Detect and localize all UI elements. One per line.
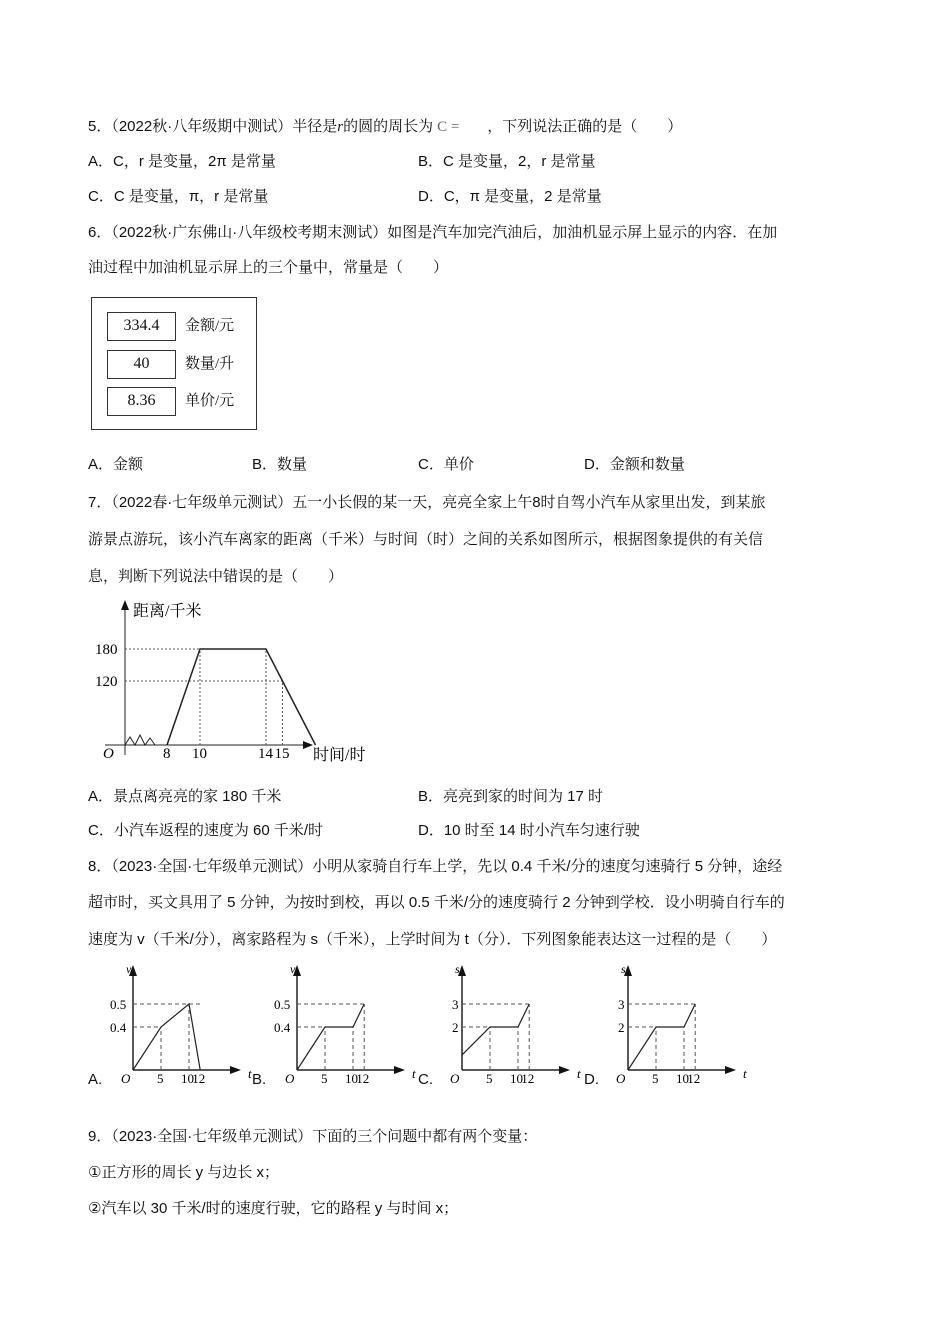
q5-option-a: A．C，r 是变量，2π 是常量 <box>88 153 276 170</box>
q8-line3: 速度为 v（千米/分），离家路程为 s（千米），上学时间为 t（分）．下列图象能表达这一过程的是（ ） <box>88 931 777 948</box>
x-axis-arrow <box>230 1066 241 1074</box>
q9-line2: ①正方形的周长 y 与边长 x； <box>88 1164 279 1181</box>
x-axis-arrow <box>559 1066 570 1074</box>
q6-option-d: D．金额和数量 <box>584 456 685 473</box>
y-tick-label: 3 <box>618 997 625 1012</box>
y-axis-title: v <box>126 962 132 976</box>
x-axis-arrow <box>394 1066 405 1074</box>
x-tick-label: 12 <box>192 1071 206 1086</box>
graph-line <box>462 1004 529 1055</box>
x-tick-label: 5 <box>652 1071 659 1086</box>
quantity-label: 数量/升 <box>185 356 235 372</box>
price-label: 单价/元 <box>185 393 235 409</box>
y-axis-title: v <box>290 962 296 976</box>
y-tick-label: 0.4 <box>110 1020 127 1035</box>
origin-label: O <box>103 746 114 762</box>
q7-option-b: B．亮亮到家的时间为 17 时 <box>418 788 604 805</box>
q8-option-b-label: B. <box>252 1071 267 1088</box>
y-tick-label: 180 <box>95 642 118 659</box>
x-tick-label: 10 <box>181 1071 194 1086</box>
x-axis-title: 时间/时 <box>313 747 366 764</box>
x-tick-label: 10 <box>510 1071 523 1086</box>
q7-option-c: C．小汽车返程的速度为 60 千米/时 <box>88 822 324 839</box>
q5-option-d: D．C，π 是变量，2 是常量 <box>418 188 602 205</box>
y-tick-label: 120 <box>95 674 118 691</box>
x-axis-title: t <box>577 1066 581 1081</box>
x-tick-label: 5 <box>321 1071 328 1086</box>
q7-line3: 息，判断下列说法中错误的是（ ） <box>88 568 344 585</box>
price-value: 8.36 <box>107 387 176 416</box>
x-tick-label: 14 <box>258 746 273 762</box>
y-axis-arrow <box>121 600 129 610</box>
x-tick-label: 12 <box>521 1071 535 1086</box>
x-tick-label: 10 <box>345 1071 358 1086</box>
q6-option-b: B．数量 <box>252 456 308 473</box>
x-tick-label: 5 <box>486 1071 493 1086</box>
q8-line1: 8．（2023·全国·七年级单元测试）小明从家骑自行车上学，先以 0.4 千米/分的速度匀速骑行 5 分钟，途经 <box>88 858 783 875</box>
x-axis-arrow <box>303 741 313 749</box>
q7-line1: 7．（2022春·七年级单元测试）五一小长假的某一天，亮亮全家上午8时自驾小汽车从家里出发，到某旅 <box>88 494 766 511</box>
y-tick-label: 0.5 <box>110 997 127 1012</box>
x-tick-label: 10 <box>676 1071 689 1086</box>
amount-value: 334.4 <box>107 312 176 341</box>
q5-option-b: B．C 是变量，2，r 是常量 <box>418 153 596 170</box>
y-tick-label: 3 <box>452 997 459 1012</box>
q9-line1: 9．（2023·全国·七年级单元测试）下面的三个问题中都有两个变量： <box>88 1128 538 1145</box>
q5-text: 的圆的周长为 <box>343 118 434 135</box>
q8-line2: 超市时，买文具用了 5 分钟，为按时到校，再以 0.5 千米/分的速度骑行 2 分钟到学校．设小明骑自行车的 <box>88 894 785 911</box>
x-tick-label: 8 <box>163 746 171 762</box>
origin-label: O <box>450 1071 460 1086</box>
q6-line1: 6．（2022秋·广东佛山·八年级校考期末测试）如图是汽车加完汽油后，加油机显示屏上显示的内容．在加 <box>88 224 778 241</box>
x-axis-title: t <box>412 1066 416 1081</box>
quantity-value: 40 <box>107 350 176 379</box>
y-axis-title: 距离/千米 <box>133 603 202 620</box>
x-tick-label: 5 <box>157 1071 164 1086</box>
q8-option-d-label: D. <box>584 1071 599 1088</box>
y-tick-label: 2 <box>452 1020 459 1035</box>
x-axis-title: t <box>743 1066 747 1081</box>
x-tick-label: 12 <box>687 1071 701 1086</box>
x-axis-arrow <box>725 1066 736 1074</box>
q6-option-a: A．金额 <box>88 456 144 473</box>
graph-line <box>628 1004 695 1070</box>
q8-option-a-label: A. <box>88 1071 103 1088</box>
q5-var: r <box>337 119 344 135</box>
y-tick-label: 0.5 <box>274 997 291 1012</box>
broken-axis-zigzag <box>125 735 167 745</box>
y-tick-label: 0.4 <box>274 1020 291 1035</box>
q5-option-c: C．C 是变量，π，r 是常量 <box>88 188 269 205</box>
y-tick-label: 2 <box>618 1020 625 1035</box>
q6-line2: 油过程中加油机显示屏上的三个量中，常量是（ ） <box>88 259 449 276</box>
x-tick-label: 15 <box>274 746 290 762</box>
q5-text: ，下列说法正确的是（ ） <box>487 118 683 135</box>
x-axis-title: t <box>248 1066 252 1081</box>
x-tick-label: 12 <box>356 1071 370 1086</box>
graph-line <box>133 1004 200 1070</box>
amount-label: 金额/元 <box>185 318 235 334</box>
origin-label: O <box>616 1071 626 1086</box>
y-axis-title: s <box>455 962 460 976</box>
q6-option-c: C．单价 <box>418 456 474 473</box>
x-tick-label: 10 <box>192 746 207 762</box>
q7-option-d: D．10 时至 14 时小汽车匀速行驶 <box>418 822 640 839</box>
distance-line <box>167 649 316 745</box>
q7-option-a: A．景点离亮亮的家 180 千米 <box>88 788 282 805</box>
q8-option-c-label: C. <box>418 1071 433 1088</box>
q9-line3: ②汽车以 30 千米/时的速度行驶，它的路程 y 与时间 x； <box>88 1200 459 1217</box>
origin-label: O <box>121 1071 131 1086</box>
y-axis-title: s <box>621 962 626 976</box>
origin-label: O <box>285 1071 295 1086</box>
q5-formula: C = <box>437 119 460 135</box>
graph-line <box>297 1004 364 1070</box>
q7-line2: 游景点游玩，该小汽车离家的距离（千米）与时间（时）之间的关系如图所示，根据图象提供的有关信 <box>88 531 764 548</box>
q5-text: 5．（2022秋·八年级期中测试）半径是 <box>88 118 338 135</box>
